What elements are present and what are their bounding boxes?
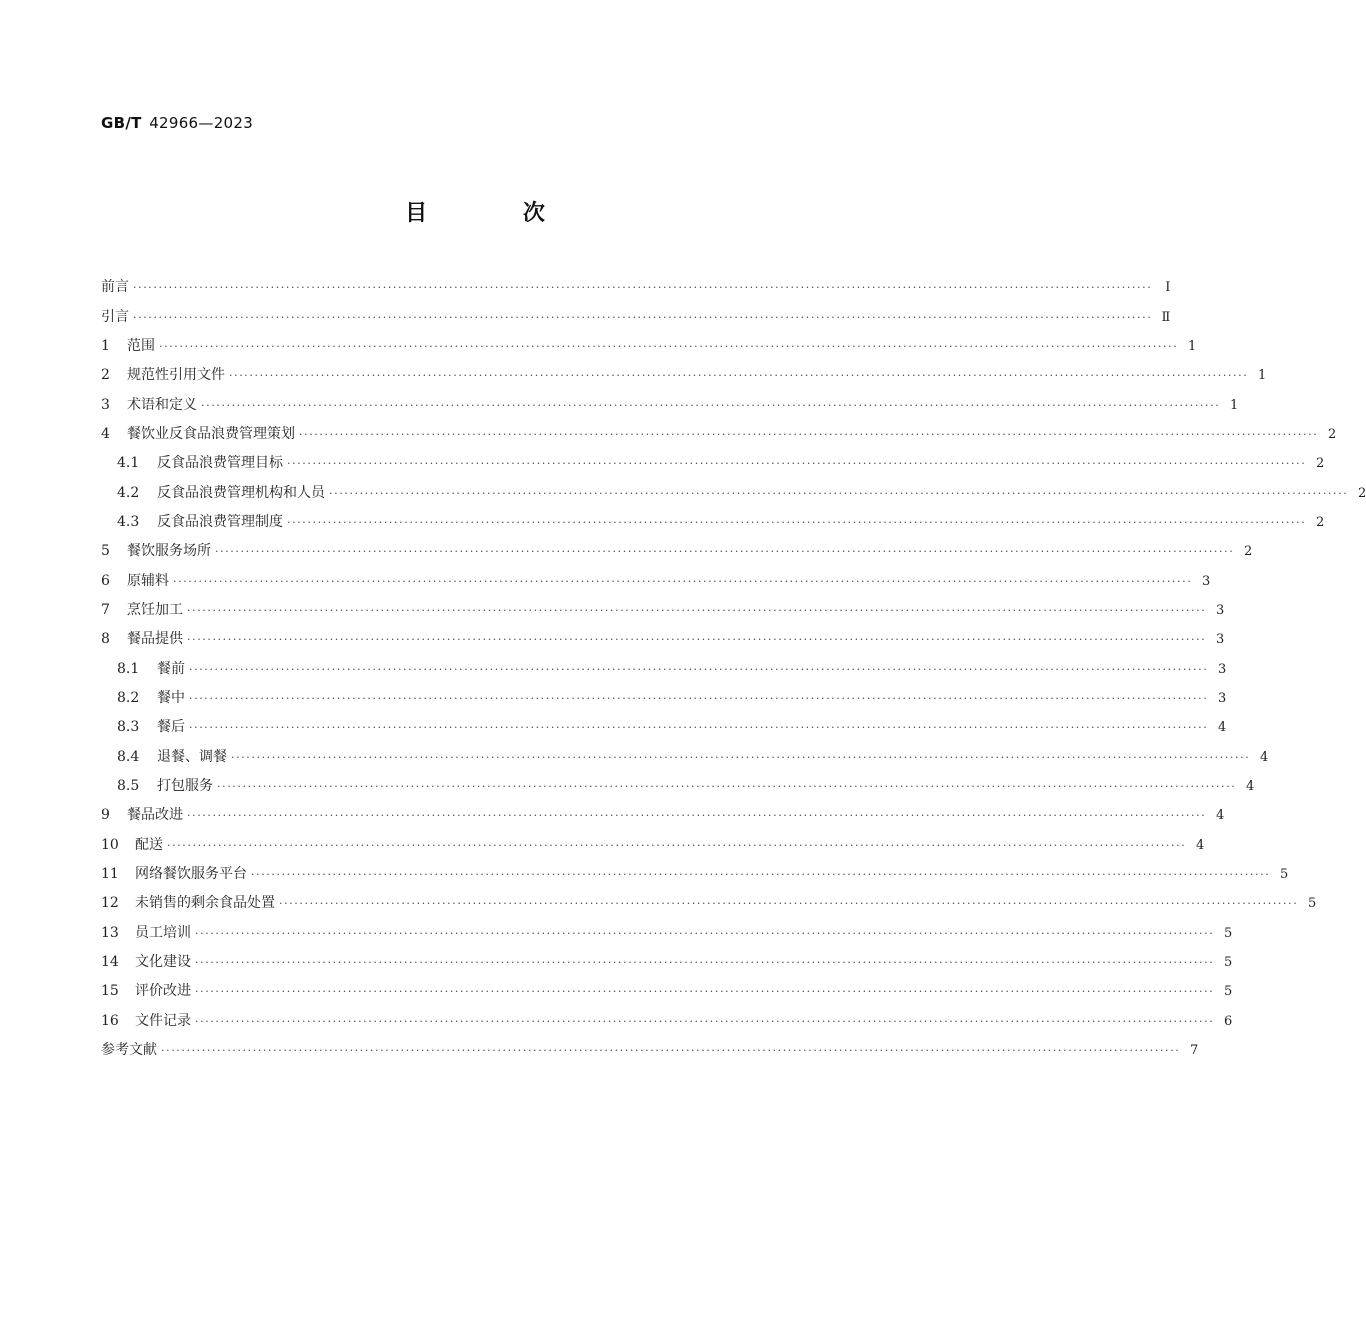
dot-leader: ········································································································································································································ (279, 897, 1299, 911)
dot-leader: ········································································································································································································ (329, 486, 1349, 500)
toc-entry-page: 5 (1224, 984, 1233, 1000)
toc-entry-page: 4 (1260, 749, 1269, 765)
toc-entry[interactable] (101, 537, 1253, 566)
toc-entry-label: 参考文献 (101, 1042, 157, 1059)
toc-entry-label: 餐饮业反食品浪费管理策划 (127, 425, 295, 442)
toc-entry-page: 5 (1224, 925, 1233, 941)
dot-leader: ········································································································································································································ (133, 281, 1153, 295)
toc-entry-number: 11 (101, 866, 119, 883)
toc-entry-number: 7 (101, 601, 110, 618)
toc-entry-number: 8.3 (117, 719, 140, 736)
toc-entry[interactable] (101, 831, 1205, 860)
toc-entry-label: 烹饪加工 (127, 601, 183, 618)
toc-entry[interactable] (101, 449, 1325, 478)
dot-leader: ········································································································································································································ (299, 427, 1319, 441)
toc-entry-page: 2 (1316, 514, 1325, 530)
toc-entry-page: 4 (1196, 837, 1205, 853)
toc-entry-label: 网络餐饮服务平台 (135, 866, 247, 883)
toc-entry-number: 3 (101, 396, 110, 413)
toc-entry[interactable] (101, 1007, 1233, 1036)
dot-leader: ········································································································································································································ (189, 691, 1209, 705)
dot-leader: ········································································································································································································ (189, 721, 1209, 735)
toc-entry-label: 员工培训 (135, 924, 191, 941)
toc-entry[interactable] (101, 772, 1255, 801)
toc-entry-number: 4.1 (117, 455, 140, 472)
toc-entry-number: 4 (101, 425, 110, 442)
toc-entry-label: 打包服务 (157, 778, 213, 795)
toc-entry-number: 8.4 (117, 748, 140, 765)
toc-entry-label: 餐品提供 (127, 631, 183, 648)
toc-entry-page: 3 (1202, 573, 1211, 589)
toc-entry[interactable] (101, 508, 1325, 537)
toc-entry-label: 前言 (101, 279, 129, 296)
toc-entry-page: 2 (1358, 485, 1366, 501)
toc-entry[interactable] (101, 566, 1211, 595)
toc-entry-number: 1 (101, 337, 110, 354)
toc-entry-page: 5 (1308, 896, 1317, 912)
toc-entry-number: 12 (101, 895, 119, 912)
toc-entry-number: 4.2 (117, 484, 140, 501)
toc-entry[interactable] (101, 654, 1227, 683)
toc-entry-number: 8 (101, 631, 110, 648)
toc-entry-page: Ⅰ (1165, 280, 1171, 296)
toc-entry-number: 13 (101, 924, 119, 941)
toc-entry-page: 5 (1224, 955, 1233, 971)
toc-entry-label: 术语和定义 (127, 396, 197, 413)
dot-leader: ········································································································································································································ (133, 310, 1153, 324)
toc-entry-number: 4.3 (117, 513, 140, 530)
toc-entry-number: 16 (101, 1012, 119, 1029)
toc-entry-label: 退餐、调餐 (157, 748, 227, 765)
toc-entry-label: 未销售的剩余食品处置 (135, 895, 275, 912)
dot-leader: ········································································································································································································ (161, 1044, 1181, 1058)
standard-number: 42966—2023 (149, 114, 254, 132)
dot-leader: ········································································································································································································ (187, 633, 1207, 647)
toc-entry[interactable] (101, 713, 1227, 742)
toc-entry-label: 原辅料 (127, 572, 169, 589)
toc-entry[interactable] (101, 420, 1337, 449)
dot-leader: ········································································································································································································ (231, 750, 1251, 764)
toc-entry-label: 引言 (101, 308, 129, 325)
dot-leader: ········································································································································································································ (159, 339, 1179, 353)
standard-prefix: GB/T (101, 114, 142, 132)
toc-entry-page: 3 (1216, 602, 1225, 618)
dot-leader: ········································································································································································································ (287, 515, 1307, 529)
toc-entry[interactable] (101, 801, 1225, 830)
toc-entry-label: 餐品改进 (127, 807, 183, 824)
dot-leader: ········································································································································································································ (251, 868, 1271, 882)
dot-leader: ········································································································································································································ (187, 809, 1207, 823)
toc-entry-number: 6 (101, 572, 110, 589)
toc-entry[interactable] (101, 743, 1269, 772)
toc-entry-number: 10 (101, 836, 119, 853)
toc-entry[interactable] (101, 889, 1317, 918)
toc-entry-label: 餐前 (157, 660, 185, 677)
toc-entry-page: 4 (1216, 808, 1225, 824)
standard-code (101, 114, 253, 132)
toc-entry-page: Ⅱ (1161, 309, 1171, 325)
toc-entry-label: 餐饮服务场所 (127, 543, 211, 560)
toc-entry-page: 5 (1280, 867, 1289, 883)
toc-entry[interactable] (101, 302, 1171, 331)
dot-leader: ········································································································································································································ (287, 457, 1307, 471)
toc-entry[interactable] (101, 860, 1289, 889)
toc-entry-label: 反食品浪费管理机构和人员 (157, 484, 325, 501)
dot-leader: ········································································································································································································ (229, 369, 1249, 383)
toc-entry[interactable] (101, 977, 1233, 1006)
toc-entry-label: 配送 (135, 836, 163, 853)
toc-entry[interactable] (101, 948, 1233, 977)
toc-entry-page: 3 (1216, 632, 1225, 648)
toc-entry-page: 2 (1316, 456, 1325, 472)
dot-leader: ········································································································································································································ (189, 662, 1209, 676)
dot-leader: ········································································································································································································ (195, 956, 1215, 970)
toc-entry-page: 4 (1246, 779, 1255, 795)
toc-entry-number: 8.5 (117, 778, 140, 795)
dot-leader: ········································································································································································································ (173, 574, 1193, 588)
toc-entry-page: 3 (1218, 661, 1227, 677)
toc-entry[interactable] (101, 273, 1171, 302)
dot-leader: ········································································································································································································ (195, 985, 1215, 999)
toc-entry[interactable] (101, 596, 1225, 625)
toc-entry-number: 2 (101, 367, 110, 384)
toc-entry[interactable] (101, 332, 1197, 361)
toc-entry-number: 9 (101, 807, 110, 824)
toc-entry-page: 6 (1224, 1013, 1233, 1029)
toc-entry-label: 餐后 (157, 719, 185, 736)
toc-entry-number: 14 (101, 954, 119, 971)
toc-entry-label: 规范性引用文件 (127, 367, 225, 384)
toc-entry-label: 反食品浪费管理制度 (157, 513, 283, 530)
toc-entry-number: 5 (101, 543, 110, 560)
toc-entry-page: 1 (1188, 338, 1197, 354)
toc-entry-label: 餐中 (157, 689, 185, 706)
toc-entry-page: 1 (1230, 397, 1239, 413)
toc-entry-page: 4 (1218, 720, 1227, 736)
dot-leader: ········································································································································································································ (187, 603, 1207, 617)
toc-entry[interactable] (101, 1036, 1199, 1065)
toc-entry-page: 2 (1328, 426, 1337, 442)
toc-entry-number: 8.2 (117, 689, 140, 706)
dot-leader: ········································································································································································································ (195, 1014, 1215, 1028)
toc-entry[interactable] (101, 625, 1225, 654)
dot-leader: ········································································································································································································ (195, 926, 1215, 940)
toc-entry-page: 2 (1244, 544, 1253, 560)
dot-leader: ········································································································································································································ (217, 780, 1237, 794)
dot-leader: ········································································································································································································ (215, 545, 1235, 559)
toc-entry-label: 范围 (127, 337, 155, 354)
toc-entry-label: 评价改进 (135, 983, 191, 1000)
toc-entry[interactable] (101, 390, 1239, 419)
toc-entry[interactable] (101, 361, 1267, 390)
toc-entry-label: 文件记录 (135, 1012, 191, 1029)
toc-entry[interactable] (101, 684, 1227, 713)
toc-entry-page: 3 (1218, 690, 1227, 706)
dot-leader: ········································································································································································································ (201, 398, 1221, 412)
table-of-contents (101, 273, 1366, 1065)
toc-entry-number: 8.1 (117, 660, 140, 677)
toc-entry-page: 7 (1190, 1043, 1199, 1059)
toc-entry-number: 15 (101, 983, 119, 1000)
page-title: 目 次 (405, 201, 589, 226)
toc-entry-page: 1 (1258, 368, 1267, 384)
toc-entry-label: 反食品浪费管理目标 (157, 455, 283, 472)
toc-entry[interactable] (101, 919, 1233, 948)
dot-leader: ········································································································································································································ (167, 838, 1187, 852)
toc-entry-label: 文化建设 (135, 954, 191, 971)
toc-entry[interactable] (101, 478, 1366, 507)
